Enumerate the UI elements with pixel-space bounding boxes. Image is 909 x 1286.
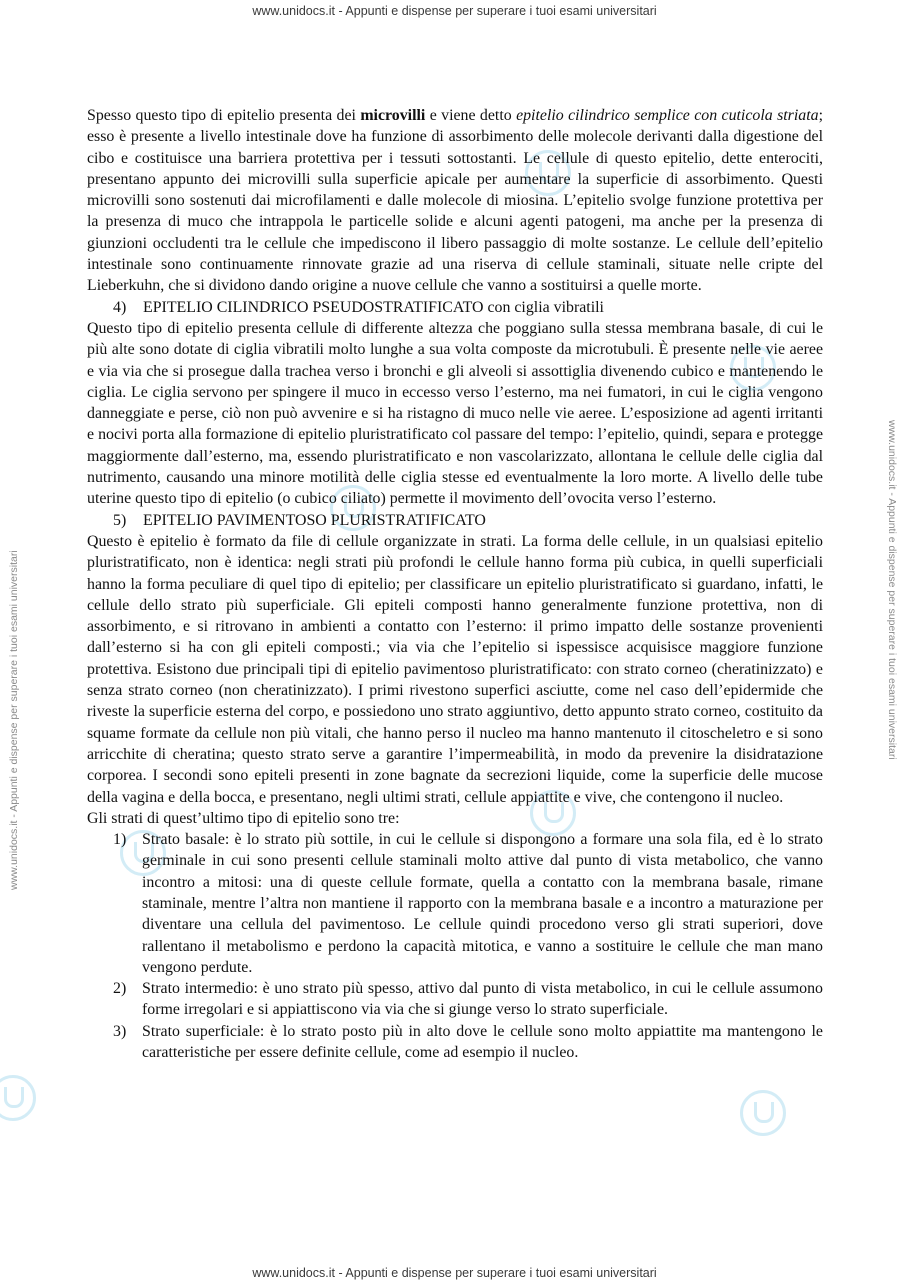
paragraph-microvilli [87,105,823,297]
heading-number: 4) [113,298,127,316]
header-watermark: www.unidocs.it - Appunti e dispense per superare i tuoi esami universitari [252,4,657,18]
para1-text-c: ; esso è presente a livello intestinale dove ha funzione di assorbimento delle molecole derivanti dalla digestione del cibo e costituisce una barriera protettiva per i tessuti sottostanti. Le cellule di questo epitelio, dette enterociti, presentano appunto dei microvilli sulla superficie apicale per aumentare la superficie di assorbimento. Questi microvilli sono sostenuti dai microfilamenti e dalle molecole di miosina. L’epitelio svolge funzione protettiva per la presenza di muco che intrappola le particelle solide e alcuni agenti patogeni, ma anche per la presenza di giunzioni occludenti tra le cellule che impediscono il libero passaggio di molte sostanze. Le cellule dell’epitelio intestinale sono continuamente rinnovate grazie ad una riserva di cellule staminali, situate nelle cripte del Lieberkuhn, che si dividono dando origine a nuove cellule che vanno a sostituirsi a quelle morte. [87,107,823,295]
heading-epitelio-pavimentoso [87,510,823,531]
watermark-logo-icon [740,1090,786,1136]
list-item-text: Strato superficiale: è lo strato posto più in alto dove le cellule sono molto appiattite ma mantengono le caratteristiche per essere definite cellule, come ad esempio il nucleo. [142,1022,823,1062]
side-watermark-right [886,420,900,920]
paragraph-strati-intro: Gli strati di quest’ultimo tipo di epitelio sono tre: [87,809,400,827]
side-watermark-left-text: www.unidocs.it - Appunti e dispense per superare i tuoi esami universitari [8,550,20,890]
list-item-text: Strato intermedio: è uno strato più spesso, attivo dal punto di vista metabolico, in cui le cellule assumono forme irregolari e si appiattiscono via via che si giunge verso lo strato superficiale. [142,980,823,1019]
heading-text: EPITELIO CILINDRICO PSEUDOSTRATIFICATO con ciglia vibratili [143,298,604,316]
term-microvilli: microvilli [360,107,426,124]
document-body [87,105,823,1063]
side-watermark-right-text: www.unidocs.it - Appunti e dispense per superare i tuoi esami universitari [886,420,898,760]
list-item [87,829,823,978]
list-item-number: 2) [113,980,127,998]
strata-list [87,829,823,1063]
para1-text-a: Spesso questo tipo di epitelio presenta dei [87,107,361,124]
watermark-logo-icon [0,1075,36,1121]
paragraph-pseudostratificato: Questo tipo di epitelio presenta cellule di differente altezza che poggiano sulla stessa membrana basale, di cui le più alte sono dotate di ciglia vibratili molto lunghe a sua volta composte da microtubuli. È presente nelle vie aeree e via via che si prosegue dalla trachea verso i bronchi e gli alveoli si assottiglia divenendo cubico e mantenendo le ciglia. Le ciglia servono per spingere il muco in eccesso verso l’esterno, ma nei fumatori, in cui le ciglia vengono danneggiate e perse, ciò non può avvenire e si ha ristagno di muco nelle vie aeree. L’esposizione ad agenti irritanti e nocivi porta alla formazione di epitelio pluristratificato col passare del tempo: l’epitelio, quindi, separa e protegge maggiormente dall’esterno, ma, essendo pluristratificato e non vascolarizzato, allontana le cellule delle ciglia dal nutrimento, causando una minore motilità delle ciglia stesse ed eventualmente la loro morte. A livello delle tube uterine questo tipo di epitelio (o cubico ciliato) permette il movimento dell’ovocita verso l’esterno. [87,319,823,508]
paragraph-pavimentoso: Questo è epitelio è formato da file di cellule organizzate in strati. La forma delle cellule, in un qualsiasi epitelio pluristratificato, non è identica: negli strati più profondi le cellule hanno forma più cubica, in quelli superficiali hanno la forma peculiare di quel tipo di epitelio; per classificare un epitelio pluristratificato si guardano, infatti, le cellule dello strato più superficiale. Gli epiteli composti hanno generalmente funzione protettiva, non di assorbimento, e si ritrovano in ambienti a contatto con l’esterno: il primo impatto delle sostanze provenienti dall’esterno si ha con gli epiteli composti.; via via che l’epitelio si ispessisce acquisisce maggiore funzione protettiva. Esistono due principali tipi di epitelio pavimentoso pluristratificato: con strato corneo (cheratinizzato) e senza strato corneo (non cheratinizzato). I primi rivestono superfici asciutte, come nel caso dell’epidermide che riveste la superficie esterna del corpo, e possiedono uno strato aggiuntivo, detto appunto strato corneo, costituito da squame formate da cellule non più vitali, che hanno perso il nucleo ma hanno mantenuto il citoscheletro e si sono arricchite di cheratina; questo strato serve a garantire l’impermeabilità, in modo da prevenire la disidratazione corporea. I secondi sono epiteli presenti in zone bagnate da secrezioni liquide, come la superficie delle mucose della vagina e della bocca, e presentano, negli ultimi strati, cellule appiattite e vive, che contengono il nucleo. [87,532,823,806]
footer-watermark: www.unidocs.it - Appunti e dispense per superare i tuoi esami universitari [252,1266,657,1280]
list-item-number: 3) [113,1022,127,1040]
list-item-number: 1) [113,831,127,849]
para1-text-b: e viene detto [425,107,517,124]
side-watermark-left [8,400,22,900]
list-item [87,978,823,1021]
term-epitelio-cuticola: epitelio cilindrico semplice con cuticola striata [516,107,819,124]
heading-number: 5) [113,511,127,529]
list-item [87,1021,823,1064]
heading-text: EPITELIO PAVIMENTOSO PLURISTRATIFICATO [143,511,486,529]
list-item-text: Strato basale: è lo strato più sottile, in cui le cellule si dispongono a formare una sola fila, ed è lo strato germinale in cui sono presenti cellule staminali molto attive dal punto di vista metabolico, che vanno incontro a mitosi: una di queste cellule formate, quella a contatto con la membrana basale, rimane staminale, mentre l’altra non mantiene il rapporto con la membrana basale e a incontro a maturazione per diventare una cellula del pavimentoso. Le cellule quindi procedono verso gli strati superiori, dove rallentano il metabolismo e perdono la capacità mitotica, e vanno a sostituire le cellule che man mano vengono perdute. [142,831,823,976]
heading-epitelio-pseudostratificato [87,297,823,318]
